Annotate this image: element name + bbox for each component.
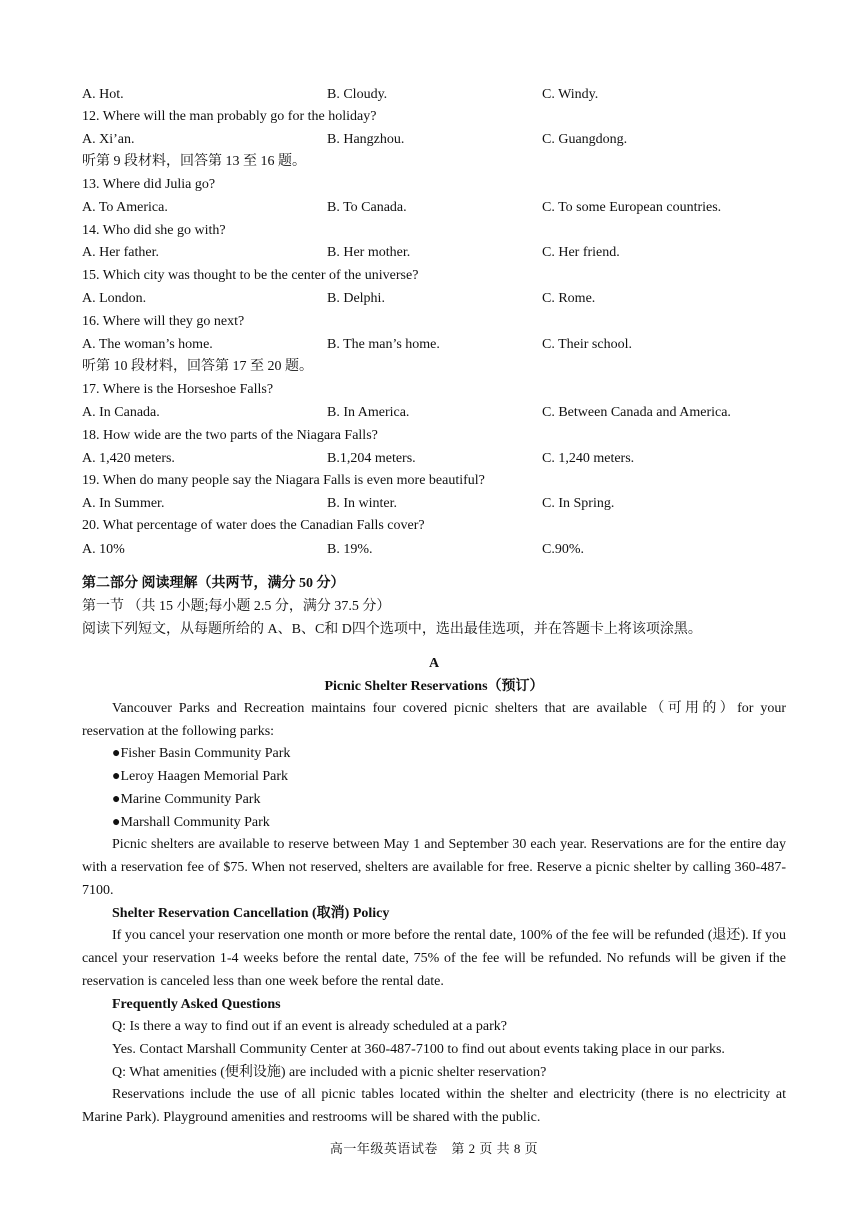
cancellation-text: If you cancel your reservation one month or more before the rental date, 100% of the fee will be refunded (退还). If you cancel your reservation 1-4 weeks before the rental date, 75% of the fee will be refunded. No refunds will be given if the reservation is canceled less than one week before the rental date.: [82, 928, 786, 989]
q13-options: [82, 198, 802, 218]
q13-question: 13. Where did Julia go?: [82, 177, 216, 192]
q11-option-c: C. Windy.: [542, 87, 599, 102]
faq-question-1: Q: Is there a way to find out if an event is already scheduled at a park?: [112, 1019, 507, 1034]
q11-options: [82, 85, 802, 105]
q15-option-b: B. Delphi.: [327, 291, 385, 306]
q12-option-a: A. Xi’an.: [82, 132, 135, 147]
q14-question: 14. Who did she go with?: [82, 223, 226, 238]
q19-options: [82, 494, 802, 514]
q15-option-c: C. Rome.: [542, 291, 596, 306]
section-10-instruction: 听第 10 段材料，回答第 17 至 20 题。: [82, 359, 313, 374]
faq-heading: Frequently Asked Questions: [112, 997, 281, 1012]
q16-option-b: B. The man’s home.: [327, 337, 440, 352]
q16-option-a: A. The woman’s home.: [82, 337, 213, 352]
park-item-1: ●Fisher Basin Community Park: [112, 746, 291, 761]
faq-answer-1: Yes. Contact Marshall Community Center at 360-487-7100 to find out about events taking place in our parks.: [112, 1042, 725, 1057]
q14-option-a: A. Her father.: [82, 245, 159, 260]
q16-option-c: C. Their school.: [542, 337, 632, 352]
q13-option-c: C. To some European countries.: [542, 200, 722, 215]
q19-option-c: C. In Spring.: [542, 496, 615, 511]
q17-options: [82, 403, 802, 423]
q12-option-c: C. Guangdong.: [542, 132, 628, 147]
q15-options: [82, 289, 802, 309]
q20-option-c: C.90%.: [542, 542, 584, 557]
q12-option-b: B. Hangzhou.: [327, 132, 405, 147]
passage-intro: [82, 698, 786, 744]
q18-option-c: C. 1,240 meters.: [542, 451, 635, 466]
q14-options: [82, 243, 802, 263]
q12-question: 12. Where will the man probably go for the holiday?: [82, 109, 377, 124]
section-9-instruction: 听第 9 段材料，回答第 13 至 16 题。: [82, 154, 306, 169]
q17-option-b: B. In America.: [327, 405, 410, 420]
q15-option-a: A. London.: [82, 291, 147, 306]
part-two-title: 第二部分 阅读理解（共两节，满分 50 分）: [82, 576, 345, 591]
park-item-3: ●Marine Community Park: [112, 792, 261, 807]
q18-options: [82, 449, 802, 469]
q17-option-a: A. In Canada.: [82, 405, 160, 420]
q20-option-b: B. 19%.: [327, 542, 373, 557]
passage-letter: A: [428, 656, 440, 671]
q14-option-b: B. Her mother.: [327, 245, 411, 260]
q11-option-b: B. Cloudy.: [327, 87, 388, 102]
faq-answer-2: Reservations include the use of all picnic tables located within the shelter and electricity (there is no electricity at Marine Park). Playground amenities and restrooms will be shared with the public.: [82, 1087, 786, 1125]
q20-option-a: A. 10%: [82, 542, 125, 557]
availability-text: Picnic shelters are available to reserve between May 1 and September 30 each year. Reservations are for the entire day with a reservation fee of $75. When not reserved, shelters are available for free. Reserve a picnic shelter by calling 360-487-7100.: [82, 837, 786, 898]
q17-question: 17. Where is the Horseshoe Falls?: [82, 382, 274, 397]
page-footer: 高一年级英语试卷 第 2 页 共 8 页: [329, 1141, 539, 1156]
passage-title: Picnic Shelter Reservations（预订）: [324, 679, 544, 694]
park-item-2: ●Leroy Haagen Memorial Park: [112, 769, 289, 784]
faq-answer-2-paragraph: [82, 1084, 786, 1130]
cancellation-heading: Shelter Reservation Cancellation (取消) Policy: [112, 906, 390, 921]
q19-option-a: A. In Summer.: [82, 496, 165, 511]
reading-instructions: 阅读下列短文，从每题所给的 A、B、C和 D四个选项中，选出最佳选项，并在答题卡上将该项涂黑。: [82, 622, 702, 637]
q17-option-c: C. Between Canada and America.: [542, 405, 731, 420]
q19-option-b: B. In winter.: [327, 496, 397, 511]
q16-options: [82, 335, 802, 355]
intro-text: Vancouver Parks and Recreation maintains four covered picnic shelters that are available（可用的）for your reservation at the following parks:: [82, 701, 786, 739]
section-one-title: 第一节 （共 15 小题;每小题 2.5 分，满分 37.5 分）: [82, 599, 391, 614]
q20-question: 20. What percentage of water does the Canadian Falls cover?: [82, 518, 425, 533]
q12-options: [82, 130, 802, 150]
q19-question: 19. When do many people say the Niagara Falls is even more beautiful?: [82, 473, 485, 488]
q11-option-a: A. Hot.: [82, 87, 124, 102]
park-item-4: ●Marshall Community Park: [112, 815, 270, 830]
q18-option-a: A. 1,420 meters.: [82, 451, 175, 466]
q13-option-a: A. To America.: [82, 200, 168, 215]
q18-option-b: B.1,204 meters.: [327, 451, 416, 466]
availability-paragraph: [82, 834, 786, 902]
q20-options: [82, 540, 802, 560]
q16-question: 16. Where will they go next?: [82, 314, 245, 329]
cancellation-paragraph: [82, 925, 786, 993]
q14-option-c: C. Her friend.: [542, 245, 620, 260]
q13-option-b: B. To Canada.: [327, 200, 407, 215]
q15-question: 15. Which city was thought to be the center of the universe?: [82, 268, 419, 283]
faq-question-2: Q: What amenities (便利设施) are included with a picnic shelter reservation?: [112, 1065, 547, 1080]
q18-question: 18. How wide are the two parts of the Niagara Falls?: [82, 428, 378, 443]
